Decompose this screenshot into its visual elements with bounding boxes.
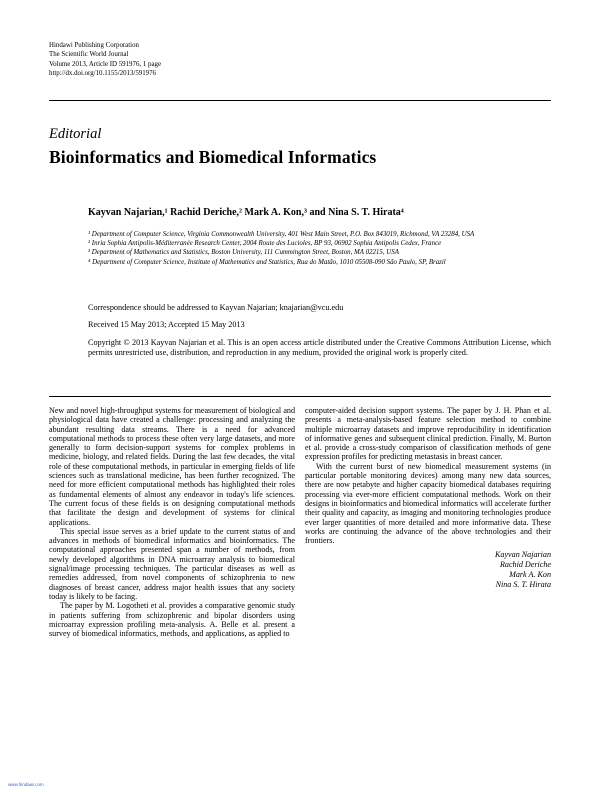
authors-line: Kayvan Najarian,¹ Rachid Deriche,² Mark A. Kon,³ and Nina S. T. Hirata⁴: [88, 207, 404, 218]
body-paragraph: With the current burst of new biomedical measurement systems (in particular portable monitoring devices) among many new data sources, there are now petabyte and higher capacity biomedical databases requiring processing via ever-more efficient computational methods. Work on their designs in bioinformatics and biomedical informatics will accelerate further their quality and capacity, as imaging and monitoring technologies produce ever larger quantities of more detailed and more informative data. These works are continuing the advance of the above technologies and their frontiers.: [305, 461, 551, 546]
signature-line: Mark A. Kon: [509, 569, 551, 579]
body-paragraph: The paper by M. Logotheti et al. provides a comparative genomic study in patients suffering from schizophrenic and bipolar disorders using microarray expression profiling meta-analysis. A. Belle et al. present a survey of biomedical informatics, methods, and applications, as applied to: [49, 601, 295, 639]
affiliation-item: ⁴ Department of Computer Science, Institute of Mathematics and Statistics, Rua do Matão, 1010 05508-090 São Paulo, SP, Brazil: [88, 258, 446, 266]
body-right-column: [305, 406, 551, 589]
header-block: [49, 41, 161, 78]
affiliation-item: ¹ Department of Computer Science, Virginia Commonwealth University, 401 West Main Street, P.O. Box 843019, Richmond, VA 23284, USA: [88, 231, 475, 238]
page-title: Bioinformatics and Biomedical Informatics: [49, 147, 377, 167]
affiliations-list: [88, 230, 533, 267]
top-divider: [49, 100, 551, 101]
signature-block: [305, 550, 551, 589]
body-paragraph: This special issue serves as a brief update to the current status of and advances in methods of biomedical informatics and bioinformatics. The computational approaches presented span a number of methods, from newly developed algorithms in DNA microarray analysis to biomedical signal/image processing techniques. The particular diseases as well as remedies addressed, from novel components of schizophrenia to new diagnoses of breast cancer, address major health issues that any society today is likely to be facing.: [49, 526, 295, 601]
signature-line: Nina S. T. Hirata: [495, 579, 551, 589]
signature-line: Rachid Deriche: [499, 560, 551, 570]
article-type-label: Editorial: [49, 126, 102, 142]
journal-line: The Scientific World Journal: [49, 51, 129, 59]
bottom-divider: [49, 396, 551, 397]
dates-line: Received 15 May 2013; Accepted 15 May 2013: [88, 320, 245, 329]
signature-line: Kayvan Najarian: [495, 550, 551, 560]
correspondence-line[interactable]: Correspondence should be addressed to Kayvan Najarian; knajarian@vcu.edu: [88, 303, 344, 312]
copyright-text: Copyright © 2013 Kayvan Najarian et al. This is an open access article distributed under the Creative Commons Attribution License, which permits unrestricted use, distribution, and reproduction in any medium, provided the original work is properly cited.: [88, 338, 551, 357]
doi-link[interactable]: http://dx.doi.org/10.1155/2013/591976: [49, 69, 156, 77]
body-left-column: [49, 406, 295, 638]
volume-line: Volume 2013, Article ID 591976, 1 page: [49, 60, 162, 68]
affiliation-item: ³ Department of Mathematics and Statistics, Boston University, 111 Cummington Street, Boston, MA 02215, USA: [88, 249, 399, 257]
body-paragraph: computer-aided decision support systems. The paper by J. H. Phan et al. presents a meta-analysis-based feature selection method to combine multiple microarray datasets and improve reproducibility in identification of informative genes and subsequent clinical prediction. Finally, M. Burton et al. provide a cross-study comparison of classification methods of gene expression profiles for predicting metastasis in breast cancer.: [305, 406, 551, 462]
footer-watermark-link[interactable]: www.hindawi.com: [8, 782, 44, 787]
affiliation-item: ² Inria Sophia Antipolis-Méditerranée Research Center, 2004 Route des Lucioles, BP 93, 06902 Sophia Antipolis Cedex, France: [88, 240, 442, 248]
body-paragraph: New and novel high-throughput systems for measurement of biological and physiological data have created a challenge: processing and analyzing the abundant resulting data streams. There is a need for advanced computational methods to process these often very large datasets, and more generally to form decision-support systems for complex problems in medicine, biology, and related fields. During the last few decades, the vital role of these computational methods, in particular in emerging fields of life sciences such as translational medicine, has been further recognized. The need for more efficient computational methods has highlighted their roles as fundamental elements of almost any endeavor in today's life sciences. The current focus of these fields is on designing computational methods that facilitate the design and development of systems for clinical applications.: [49, 406, 295, 527]
publisher-line: Hindawi Publishing Corporation: [49, 42, 139, 49]
